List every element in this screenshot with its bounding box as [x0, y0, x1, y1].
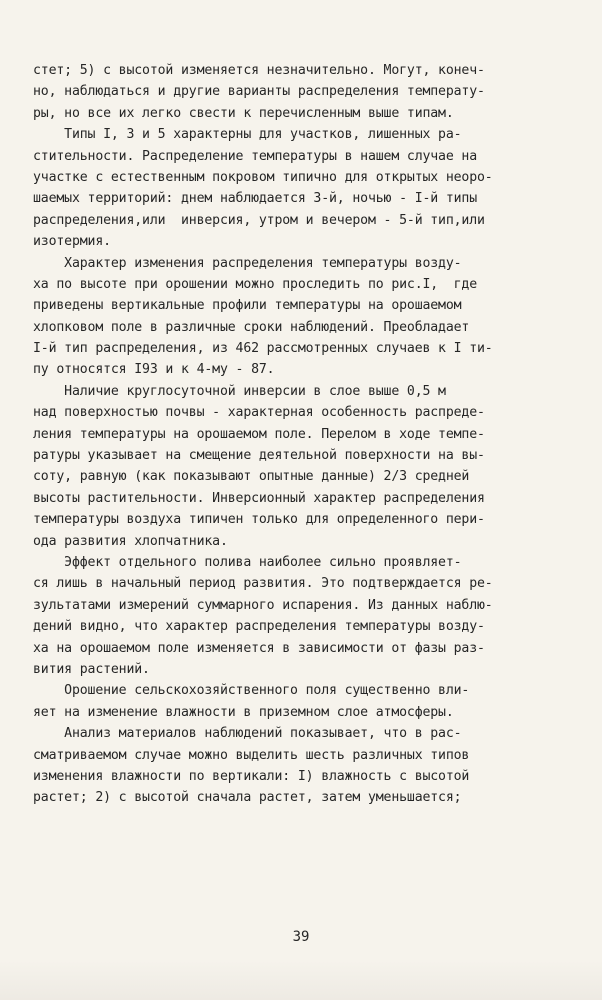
text-line: но, наблюдаться и другие варианты распределения температу- [33, 84, 485, 100]
text-line: участке с естественным покровом типично для открытых неоро- [33, 169, 493, 185]
body-text [33, 60, 578, 809]
text-line: ратуры указывает на смещение деятельной поверхности на вы- [33, 448, 485, 464]
text-line: изменения влажности по вертикали: I) влажность с высотой [33, 768, 470, 784]
text-line: сматриваемом случае можно выделить шесть различных типов [33, 747, 470, 763]
text-line: над поверхностью почвы - характерная особенность распреде- [33, 405, 485, 421]
text-line: Наличие круглосуточной инверсии в слое выше 0,5 м [33, 383, 446, 399]
text-line: зультатами измерений суммарного испарения. Из данных наблю- [33, 597, 493, 613]
text-line: приведены вертикальные профили температуры на орошаемом [33, 298, 462, 314]
text-line: ления температуры на орошаемом поле. Перелом в ходе темпе- [33, 426, 485, 442]
text-line: вития растений. [33, 661, 150, 677]
text-line: ода развития хлопчатника. [33, 533, 228, 549]
text-line: Орошение сельскохозяйственного поля существенно вли- [33, 683, 470, 699]
text-line: ха по высоте при орошении можно проследить по рис.I, где [33, 276, 478, 292]
text-line: хлопковом поле в различные сроки наблюдений. Преобладает [33, 319, 470, 335]
text-line: изотермия. [33, 234, 111, 250]
text-line: I-й тип распределения, из 462 рассмотренных случаев к I ти- [33, 341, 493, 357]
text-line: распределения,или инверсия, утром и вечером - 5-й тип,или [33, 212, 485, 228]
text-line: ры, но все их легко свести к перечисленным выше типам. [33, 105, 454, 121]
text-line: ха на орошаемом поле изменяется в зависимости от фазы раз- [33, 640, 485, 656]
text-line: Анализ материалов наблюдений показывает, что в рас- [33, 726, 462, 742]
text-line: шаемых территорий: днем наблюдается 3-й, ночью - I-й типы [33, 191, 478, 207]
page-number: 39 [292, 929, 310, 945]
text-line: дений видно, что характер распределения температуры возду- [33, 619, 485, 635]
text-line: Характер изменения распределения температуры возду- [33, 255, 462, 271]
text-line: Эффект отдельного полива наиболее сильно проявляет- [33, 554, 462, 570]
text-line: Типы I, 3 и 5 характерны для участков, лишенных ра- [33, 127, 462, 143]
text-line: соту, равную (как показывают опытные данные) 2/3 средней [33, 469, 470, 485]
text-line: яет на изменение влажности в приземном слое атмосферы. [33, 704, 454, 720]
text-line: температуры воздуха типичен только для определенного пери- [33, 512, 485, 528]
text-line: пу относятся I93 и к 4-му - 87. [33, 362, 275, 378]
text-line: высоты растительности. Инверсионный характер распределения [33, 490, 485, 506]
text-line: стительности. Распределение температуры в нашем случае на [33, 148, 478, 164]
text-line: стет; 5) с высотой изменяется незначительно. Могут, конеч- [33, 63, 485, 78]
text-line: ся лишь в начальный период развития. Это подтверждается ре- [33, 576, 493, 592]
text-line: растет; 2) с высотой сначала растет, затем уменьшается; [33, 790, 462, 806]
